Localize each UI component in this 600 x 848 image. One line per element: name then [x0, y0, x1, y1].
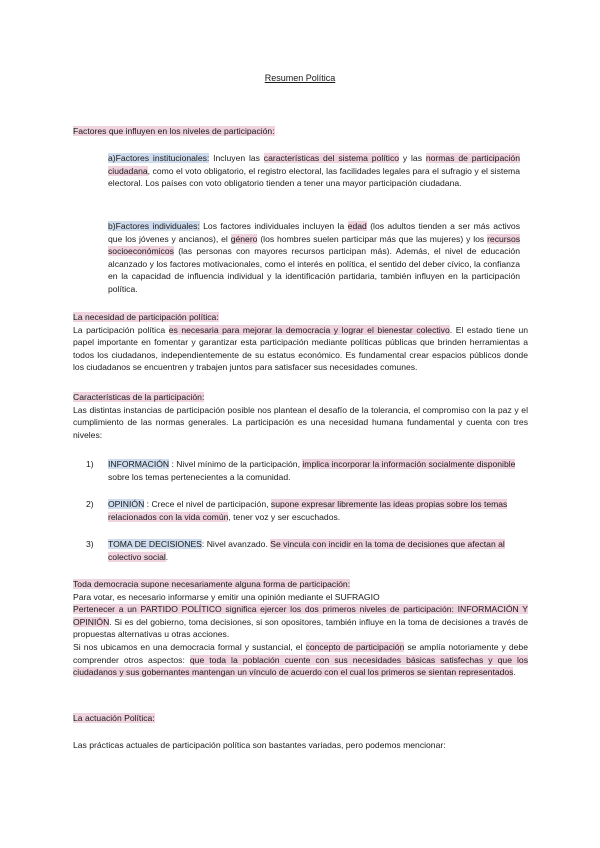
page-title: Resumen Política — [264, 73, 336, 83]
characteristics-section — [73, 391, 528, 441]
list-item: 3) TOMA DE DECISIONES: Nivel avanzado. Se vincula con incidir en la toma de decisiones que afectan al colectivo social. — [86, 539, 505, 562]
political-action-heading-text: La actuación Política: — [73, 713, 155, 723]
factors-heading — [73, 125, 528, 138]
democracy-section — [73, 578, 528, 679]
highlight-decisions: Se vincula con incidir en la toma de decisiones que afectan al colectivo social — [108, 539, 505, 562]
highlight-age: edad — [347, 221, 367, 231]
characteristics-heading: Características de la participación: — [73, 392, 205, 402]
highlight-information: implica incorporar la información socialmente disponible — [302, 459, 516, 469]
necessity-heading: La necesidad de participación política: — [73, 312, 219, 322]
institutional-factors-paragraph: a)Factores institucionales: Incluyen las características del sistema político y las normas de participación ciudadana, como el voto obligatorio, el registro electoral, las facilidades legales para el sufragio y el sistema electoral. Los países con voto obligatorio tienden a tener una mayor participación ciudadana. — [108, 153, 520, 189]
characteristics-intro: Las distintas instancias de participación posible nos plantean el desafío de la tolerancia, el compromiso con la paz y el cumplimiento de las normas generales. La participación es una necesidad humana fundamental y cuenta con tres niveles: — [73, 404, 528, 440]
highlight-system-characteristics: características del sistema político — [263, 153, 400, 163]
individual-factors-paragraph: b)Factores individuales: Los factores individuales incluyen la edad (los adultos tienden a ser más activos que los jóvenes y ancianos), el género (los hombres suelen participar más que las mujeres) y los recursos socioeconómicos (las personas con mayores recursos participan más). Además, el nivel de educación alcanzado y los factores motivacionales, como el interés en política, el sentido del deber cívico, la confianza en la capacidad de influencia individual y la identificación partidaria, también influyen en la participación política. — [108, 221, 521, 294]
highlight-basic-needs: que toda la población cuente con sus necesidades básicas satisfechas y que los ciudadanos y sus gobernantes mantengan un vínculo de acuerdo con el cual los primeros se sientan representados — [73, 654, 528, 678]
level-label-opinion: OPINIÓN — [108, 499, 145, 510]
participation-levels-list — [86, 458, 516, 564]
highlight-party: Pertenecer a un PARTIDO POLÍTICO significa ejercer los dos primeros niveles de participación: INFORMACIÓN Y OPINIÓN — [73, 604, 528, 627]
level-label-information: INFORMACIÓN — [108, 459, 170, 469]
level-label-decisions: TOMA DE DECISIONES — [108, 539, 202, 550]
party-paragraph: Pertenecer a un PARTIDO POLÍTICO significa ejercer los dos primeros niveles de participación: INFORMACIÓN Y OPINIÓN. Si es del gobierno, toma decisiones, si son opositores, también influye en la toma de decisiones a través de propuestas alternativas u otras acciones. — [73, 604, 528, 640]
factors-heading-text: Factores que influyen en los niveles de participación: — [73, 126, 275, 136]
political-action-heading — [73, 712, 528, 725]
highlight-gender: género — [230, 233, 258, 244]
substantial-democracy-paragraph: Si nos ubicamos en una democracia formal y sustancial, el concepto de participación se amplía notoriamente y debe comprender otros aspectos: que toda la población cuente con sus necesidades básicas satisfechas y que los ciudadanos y sus gobernantes mantengan un vínculo de acuerdo con el cual los primeros se sientan representados. — [73, 641, 528, 678]
political-action-text: Las prácticas actuales de participación política son bastantes variadas, pero podemos mencionar: — [73, 740, 446, 750]
highlight-necessary: es necesaria para mejorar la democracia y lograr el bienestar colectivo — [168, 324, 450, 335]
highlight-opinion: supone expresar libremente las ideas propias sobre los temas relacionados con la vida común — [108, 499, 508, 522]
necessity-section — [73, 311, 528, 374]
suffrage-line: Para votar, es necesario informarse y emitir una opinión mediante el SUFRAGIO — [73, 591, 380, 602]
highlight-participation-concept: concepto de participación — [305, 641, 405, 652]
necessity-paragraph: La participación política es necesaria para mejorar la democracia y lograr el bienestar colectivo. El estado tiene un papel importante en fomentar y garantizar esta participación mediante políticas públicas que brinden herramientas a todos los ciudadanos, independientemente de su estatus económico. Es fundamental crear espacios públicos donde los ciudadanos se encuentren y trabajen juntos para satisfacer sus necesidades comunes. — [73, 324, 529, 373]
democracy-heading: Toda democracia supone necesariamente alguna forma de participación: — [73, 579, 351, 589]
institutional-factors-label: a)Factores institucionales: — [108, 153, 210, 163]
individual-factors-label: b)Factores individuales: — [108, 221, 200, 231]
highlight-participation-norms: normas de participación ciudadana — [108, 153, 520, 176]
list-item: 1) INFORMACIÓN : Nivel mínimo de la participación, implica incorporar la información socialmente disponible sobre los temas pertenecientes a la comunidad. — [86, 459, 516, 482]
list-item: 2) OPINIÓN : Crece el nivel de participación, supone expresar libremente las ideas propias sobre los temas relacionados con la vida común, tener voz y ser escuchados. — [86, 499, 508, 522]
highlight-socioeconomic-resources: recursos socioeconómicos — [108, 233, 521, 257]
